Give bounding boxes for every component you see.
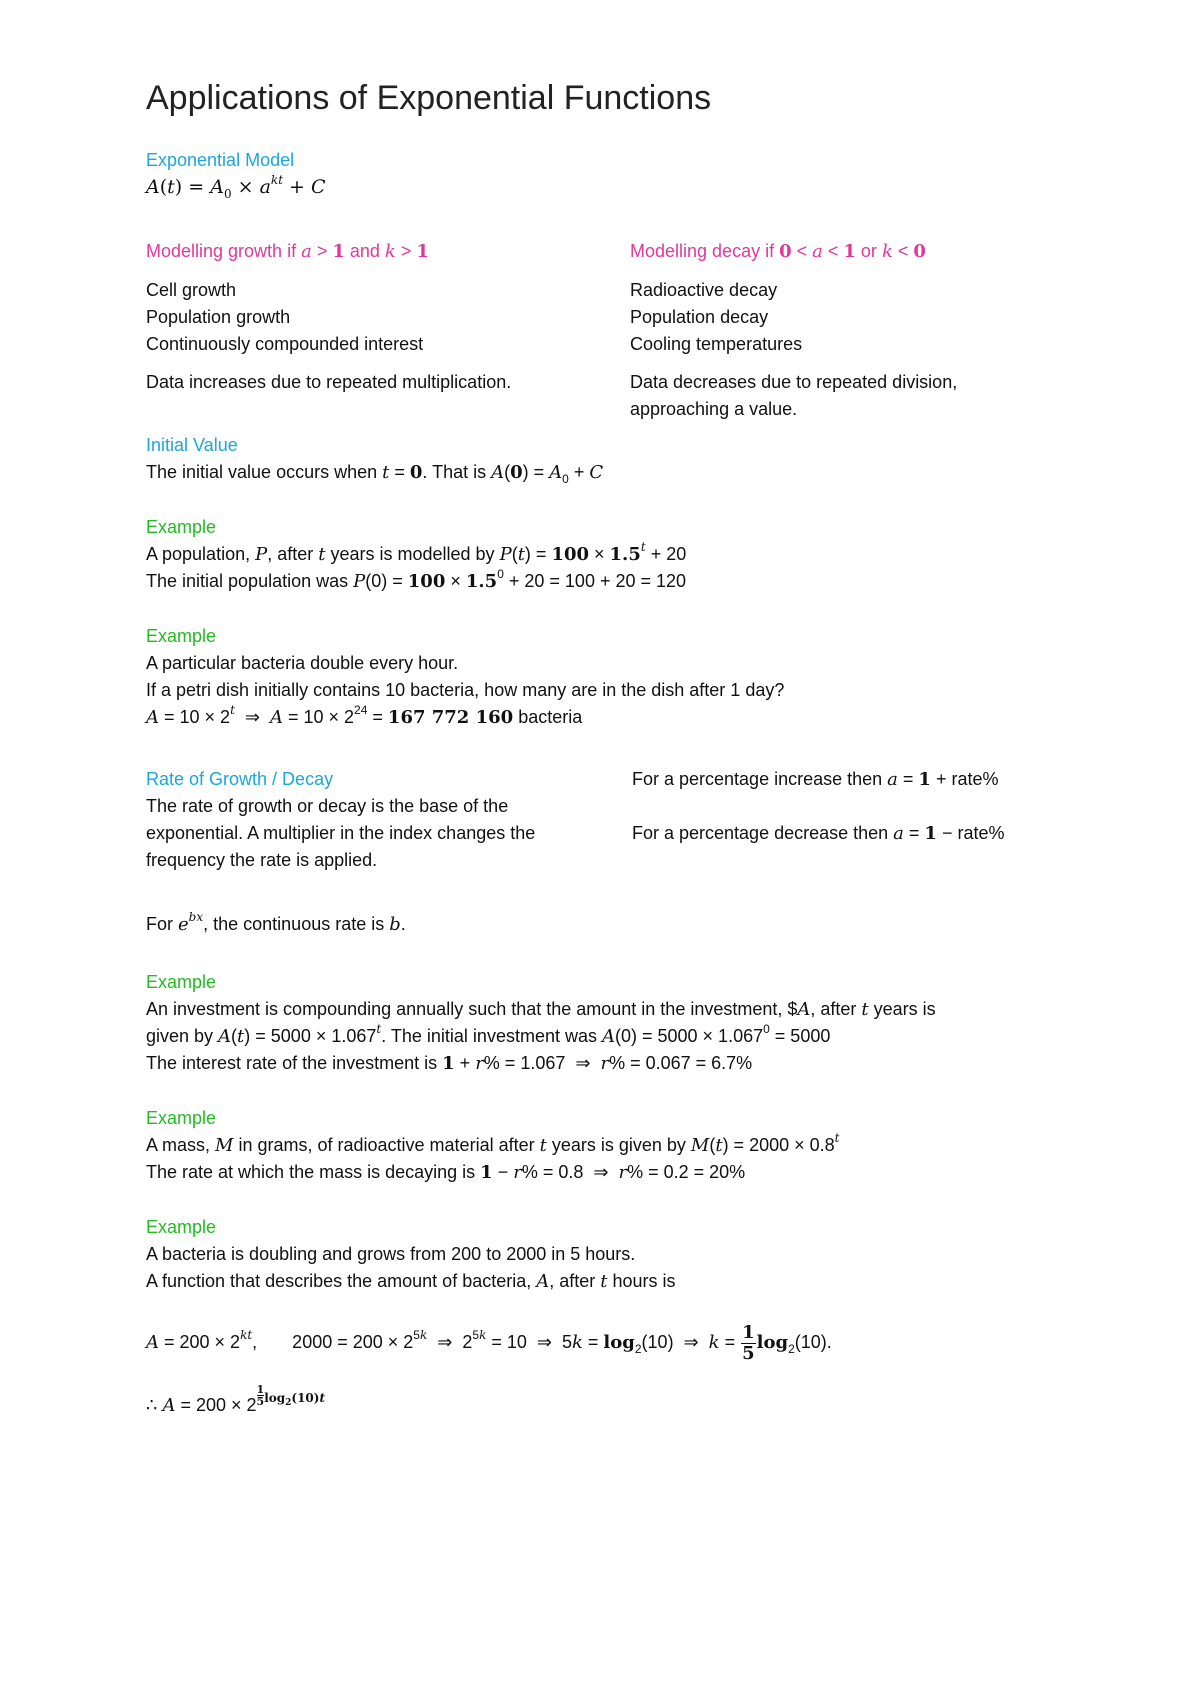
growth-summary: Data increases due to repeated multiplication. <box>146 372 512 392</box>
example3-line2: given by $A(t) = 5000 \times 1.067^t$. The initial investment was $A(0) = 5000 \times 1.067^0 = 5000$ <box>146 1022 831 1047</box>
example1-line1: A population, P, after t years is modelled by $P(t) = 100 \times 1.5^t + 20$ <box>146 540 687 565</box>
example2-line2: If a petri dish initially contains 10 bacteria, how many are in the dish after 1 day? <box>146 680 785 700</box>
growth-item: Cell growth <box>146 280 237 300</box>
rate-text-line: The rate of growth or decay is the base of the <box>146 796 509 816</box>
decay-item: Population decay <box>630 307 769 327</box>
decay-heading: Modelling decay if 0 < a < 1 or k < 0 <box>630 241 926 262</box>
example1-line2: The initial population was $P(0) = 100 \times 1.5^0 + 20 = 100 + 20 = 120$ <box>146 567 687 592</box>
rate-decrease-text: For a percentage decrease then a = 1 − rate% <box>632 823 1005 844</box>
decay-summary-line: Data decreases due to repeated division, <box>630 372 958 392</box>
growth-heading: Modelling growth if a > 1 and k > 1 <box>146 241 429 262</box>
continuous-rate-text: For $e^{bx}$, the continuous rate is b. <box>146 910 406 935</box>
example-heading: Example <box>146 972 217 992</box>
exponential-model-formula: $A(t) = A_0 \times a^{kt} + C$ <box>146 173 326 201</box>
initial-value-text: The initial value occurs when t = 0. That is $A(0) = A_0 + C$ <box>146 462 604 486</box>
growth-item: Population growth <box>146 307 291 327</box>
example5-line2: A function that describes the amount of bacteria, A, after t hours is <box>146 1271 676 1292</box>
decay-summary-line: approaching a value. <box>630 399 798 419</box>
example-heading: Example <box>146 517 217 537</box>
page-title: Applications of Exponential Functions <box>146 79 712 117</box>
initial-value-heading: Initial Value <box>146 435 238 455</box>
example4-line1: A mass, M in grams, of radioactive material after t years is given by $M(t) = 2000 \times 0.8^t$ <box>146 1131 840 1156</box>
rate-heading: Rate of Growth / Decay <box>146 769 334 789</box>
rate-text-line: frequency the rate is applied. <box>146 850 378 870</box>
decay-item: Radioactive decay <box>630 280 778 300</box>
fraction: $\frac{1}{5}$ <box>742 1321 755 1364</box>
example2-line3: $A = 10 \times 2^t$ ⇒ $A = 10 \times 2^{24} = 167$ 772 160 bacteria <box>146 703 583 728</box>
rate-increase-text: For a percentage increase then a = 1 + rate% <box>632 769 999 790</box>
example-heading: Example <box>146 1108 217 1128</box>
example5-line1: A bacteria is doubling and grows from 200 to 2000 in 5 hours. <box>146 1244 636 1264</box>
example2-line1: A particular bacteria double every hour. <box>146 653 459 673</box>
example4-line2: The rate at which the mass is decaying is 1 − r% = 0.8 ⇒ r% = 0.2 = 20% <box>146 1162 746 1183</box>
growth-item: Continuously compounded interest <box>146 334 424 354</box>
exponential-model-heading: Exponential Model <box>146 150 295 170</box>
example-heading: Example <box>146 626 217 646</box>
example5-line3: $A = 200 \times 2^{kt}$, $2000 = 200 \times 2^{5k}$ ⇒ $2^{5k} = 10$ ⇒ $5k = \log_2(10)$ ⇒ k = $\frac{1}{5}$ $\log_2(10)$. <box>146 1321 832 1364</box>
rate-text-line: exponential. A multiplier in the index changes the <box>146 823 536 843</box>
decay-item: Cooling temperatures <box>630 334 803 354</box>
example3-line3: The interest rate of the investment is 1 + r% = 1.067 ⇒ r% = 0.067 = 6.7% <box>146 1053 753 1074</box>
example5-line4: ∴ A = 200 × 2 $\frac{1}{5}$ $^{log_2(10)t}$ <box>146 1383 326 1416</box>
fraction: $\frac{1}{5}$ <box>256 1383 265 1408</box>
example3-line1: An investment is compounding annually such that the amount in the investment, $A, after t years is <box>146 999 936 1020</box>
example-heading: Example <box>146 1217 217 1237</box>
